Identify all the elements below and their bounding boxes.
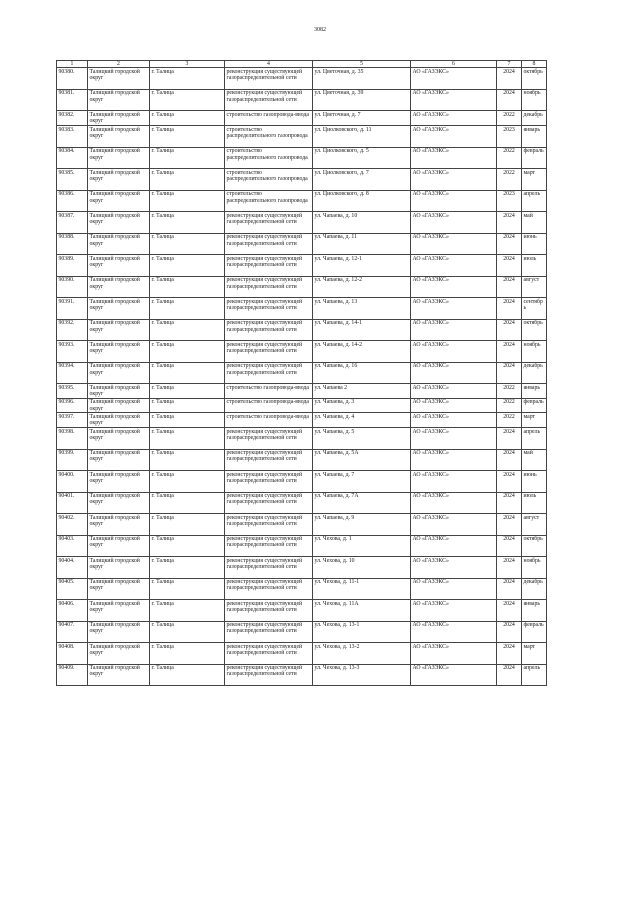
work-type-cell: реконструкция существующей газораспределительной сети	[225, 449, 313, 471]
district-cell: Талицкий городской округ	[88, 233, 150, 255]
locality-cell: г. Талица	[150, 557, 225, 579]
district-cell: Талицкий городской округ	[88, 557, 150, 579]
column-header: 5	[313, 61, 411, 68]
locality-cell: г. Талица	[150, 341, 225, 363]
address-cell: ул. Чехова, д. 13-2	[313, 643, 411, 665]
column-header: 1	[57, 61, 88, 68]
address-cell: ул. Цветочная, д. 7	[313, 111, 411, 126]
table-row	[57, 664, 547, 686]
work-type-cell: реконструкция существующей газораспределительной сети	[225, 621, 313, 643]
address-cell: ул. Чапаева, д. 9	[313, 514, 411, 536]
work-type-cell: реконструкция существующей газораспределительной сети	[225, 319, 313, 341]
row-number-cell: 90401.	[57, 492, 88, 514]
address-cell: ул. Циолковского, д. 7	[313, 169, 411, 191]
locality-cell: г. Талица	[150, 276, 225, 298]
organization-cell: АО «ГАЗЭКС»	[411, 341, 497, 363]
organization-cell: АО «ГАЗЭКС»	[411, 276, 497, 298]
row-number-cell: 90397.	[57, 413, 88, 428]
table-row	[57, 68, 547, 90]
locality-cell: г. Талица	[150, 600, 225, 622]
row-number-cell: 90382.	[57, 111, 88, 126]
row-number-cell: 90408.	[57, 643, 88, 665]
address-cell: ул. Чехова, д. 10	[313, 557, 411, 579]
table-row	[57, 621, 547, 643]
work-type-cell: реконструкция существующей газораспределительной сети	[225, 643, 313, 665]
work-type-cell: реконструкция существующей газораспределительной сети	[225, 212, 313, 234]
table-row	[57, 111, 547, 126]
row-number-cell: 90404.	[57, 557, 88, 579]
row-number-cell: 90391.	[57, 298, 88, 320]
table-row	[57, 341, 547, 363]
year-cell: 2024	[497, 471, 522, 493]
month-cell: сентябрь	[522, 298, 547, 320]
locality-cell: г. Талица	[150, 68, 225, 90]
month-cell: октябрь	[522, 68, 547, 90]
work-type-cell: реконструкция существующей газораспределительной сети	[225, 276, 313, 298]
work-type-cell: реконструкция существующей газораспределительной сети	[225, 535, 313, 557]
district-cell: Талицкий городской округ	[88, 147, 150, 169]
organization-cell: АО «ГАЗЭКС»	[411, 255, 497, 277]
address-cell: ул. Циолковского, д. 5	[313, 147, 411, 169]
work-type-cell: строительство распределительного газопровода	[225, 190, 313, 212]
district-cell: Талицкий городской округ	[88, 428, 150, 450]
work-type-cell: реконструкция существующей газораспределительной сети	[225, 514, 313, 536]
row-number-cell: 90405.	[57, 578, 88, 600]
month-cell: октябрь	[522, 319, 547, 341]
year-cell: 2022	[497, 147, 522, 169]
locality-cell: г. Талица	[150, 212, 225, 234]
row-number-cell: 90389.	[57, 255, 88, 277]
year-cell: 2022	[497, 413, 522, 428]
year-cell: 2024	[497, 428, 522, 450]
year-cell: 2023	[497, 190, 522, 212]
address-cell: ул. Чапаева, д. 5	[313, 428, 411, 450]
work-type-cell: реконструкция существующей газораспределительной сети	[225, 557, 313, 579]
work-type-cell: реконструкция существующей газораспределительной сети	[225, 492, 313, 514]
organization-cell: АО «ГАЗЭКС»	[411, 298, 497, 320]
table-row	[57, 557, 547, 579]
table-row	[57, 600, 547, 622]
month-cell: май	[522, 212, 547, 234]
locality-cell: г. Талица	[150, 233, 225, 255]
organization-cell: АО «ГАЗЭКС»	[411, 147, 497, 169]
table-row	[57, 147, 547, 169]
district-cell: Талицкий городской округ	[88, 126, 150, 148]
column-header: 7	[497, 61, 522, 68]
row-number-cell: 90400.	[57, 471, 88, 493]
locality-cell: г. Талица	[150, 413, 225, 428]
address-cell: ул. Чехова, д. 13-3	[313, 664, 411, 686]
organization-cell: АО «ГАЗЭКС»	[411, 664, 497, 686]
table-row	[57, 449, 547, 471]
row-number-cell: 90395.	[57, 384, 88, 399]
row-number-cell: 90398.	[57, 428, 88, 450]
column-header: 8	[522, 61, 547, 68]
work-type-cell: реконструкция существующей газораспределительной сети	[225, 233, 313, 255]
row-number-cell: 90399.	[57, 449, 88, 471]
work-type-cell: реконструкция существующей газораспределительной сети	[225, 578, 313, 600]
table-row	[57, 276, 547, 298]
work-type-cell: строительство газопровода-ввода	[225, 413, 313, 428]
year-cell: 2024	[497, 578, 522, 600]
row-number-cell: 90390.	[57, 276, 88, 298]
address-cell: ул. Чехова, д. 13-1	[313, 621, 411, 643]
month-cell: июль	[522, 492, 547, 514]
organization-cell: АО «ГАЗЭКС»	[411, 89, 497, 111]
year-cell: 2024	[497, 449, 522, 471]
locality-cell: г. Талица	[150, 147, 225, 169]
district-cell: Талицкий городской округ	[88, 212, 150, 234]
locality-cell: г. Талица	[150, 578, 225, 600]
row-number-cell: 90403.	[57, 535, 88, 557]
work-type-cell: реконструкция существующей газораспределительной сети	[225, 298, 313, 320]
address-cell: ул. Цветочная, д. 39	[313, 89, 411, 111]
year-cell: 2024	[497, 68, 522, 90]
table-row	[57, 190, 547, 212]
year-cell: 2024	[497, 492, 522, 514]
address-cell: ул. Чапаева, д. 5А	[313, 449, 411, 471]
organization-cell: АО «ГАЗЭКС»	[411, 492, 497, 514]
district-cell: Талицкий городской округ	[88, 664, 150, 686]
address-cell: ул. Чехова, д. 11-1	[313, 578, 411, 600]
locality-cell: г. Талица	[150, 190, 225, 212]
page-number: 3082	[314, 27, 326, 33]
month-cell: март	[522, 413, 547, 428]
column-number-row	[57, 61, 547, 68]
month-cell: март	[522, 643, 547, 665]
table-row	[57, 319, 547, 341]
column-header: 3	[150, 61, 225, 68]
month-cell: апрель	[522, 190, 547, 212]
district-cell: Талицкий городской округ	[88, 384, 150, 399]
organization-cell: АО «ГАЗЭКС»	[411, 643, 497, 665]
month-cell: февраль	[522, 398, 547, 413]
locality-cell: г. Талица	[150, 126, 225, 148]
work-type-cell: реконструкция существующей газораспределительной сети	[225, 600, 313, 622]
organization-cell: АО «ГАЗЭКС»	[411, 514, 497, 536]
table-row	[57, 413, 547, 428]
month-cell: февраль	[522, 621, 547, 643]
row-number-cell: 90392.	[57, 319, 88, 341]
month-cell: ноябрь	[522, 89, 547, 111]
district-cell: Талицкий городской округ	[88, 276, 150, 298]
month-cell: ноябрь	[522, 557, 547, 579]
table-row	[57, 514, 547, 536]
district-cell: Талицкий городской округ	[88, 298, 150, 320]
year-cell: 2024	[497, 341, 522, 363]
locality-cell: г. Талица	[150, 298, 225, 320]
month-cell: январь	[522, 600, 547, 622]
gas-works-table	[56, 60, 547, 686]
month-cell: май	[522, 449, 547, 471]
table-row	[57, 384, 547, 399]
organization-cell: АО «ГАЗЭКС»	[411, 600, 497, 622]
year-cell: 2022	[497, 398, 522, 413]
work-type-cell: реконструкция существующей газораспределительной сети	[225, 428, 313, 450]
district-cell: Талицкий городской округ	[88, 578, 150, 600]
row-number-cell: 90381.	[57, 89, 88, 111]
month-cell: ноябрь	[522, 341, 547, 363]
table-row	[57, 492, 547, 514]
district-cell: Талицкий городской округ	[88, 319, 150, 341]
table-row	[57, 298, 547, 320]
work-type-cell: реконструкция существующей газораспределительной сети	[225, 664, 313, 686]
organization-cell: АО «ГАЗЭКС»	[411, 190, 497, 212]
year-cell: 2024	[497, 89, 522, 111]
work-type-cell: строительство распределительного газопровода	[225, 147, 313, 169]
table-row	[57, 362, 547, 384]
locality-cell: г. Талица	[150, 621, 225, 643]
month-cell: декабрь	[522, 578, 547, 600]
month-cell: июнь	[522, 233, 547, 255]
organization-cell: АО «ГАЗЭКС»	[411, 233, 497, 255]
organization-cell: АО «ГАЗЭКС»	[411, 535, 497, 557]
month-cell: февраль	[522, 147, 547, 169]
organization-cell: АО «ГАЗЭКС»	[411, 471, 497, 493]
table-row	[57, 89, 547, 111]
column-header: 6	[411, 61, 497, 68]
column-header: 2	[88, 61, 150, 68]
row-number-cell: 90409.	[57, 664, 88, 686]
address-cell: ул. Чехова, д. 11А	[313, 600, 411, 622]
district-cell: Талицкий городской округ	[88, 169, 150, 191]
row-number-cell: 90387.	[57, 212, 88, 234]
locality-cell: г. Талица	[150, 319, 225, 341]
work-type-cell: строительство газопровода-ввода	[225, 384, 313, 399]
year-cell: 2024	[497, 319, 522, 341]
row-number-cell: 90406.	[57, 600, 88, 622]
month-cell: август	[522, 276, 547, 298]
row-number-cell: 90383.	[57, 126, 88, 148]
address-cell: ул. Чапаева, д. 14-1	[313, 319, 411, 341]
district-cell: Талицкий городской округ	[88, 341, 150, 363]
organization-cell: АО «ГАЗЭКС»	[411, 126, 497, 148]
address-cell: ул. Чапаева, д. 7	[313, 471, 411, 493]
month-cell: июнь	[522, 471, 547, 493]
locality-cell: г. Талица	[150, 535, 225, 557]
year-cell: 2024	[497, 514, 522, 536]
district-cell: Талицкий городской округ	[88, 362, 150, 384]
district-cell: Талицкий городской округ	[88, 68, 150, 90]
table-row	[57, 471, 547, 493]
work-type-cell: реконструкция существующей газораспределительной сети	[225, 471, 313, 493]
month-cell: апрель	[522, 664, 547, 686]
district-cell: Талицкий городской округ	[88, 89, 150, 111]
district-cell: Талицкий городской округ	[88, 398, 150, 413]
table-row	[57, 398, 547, 413]
table-row	[57, 578, 547, 600]
work-type-cell: реконструкция существующей газораспределительной сети	[225, 68, 313, 90]
address-cell: ул. Чапаева 2	[313, 384, 411, 399]
table-row	[57, 233, 547, 255]
organization-cell: АО «ГАЗЭКС»	[411, 212, 497, 234]
locality-cell: г. Талица	[150, 111, 225, 126]
organization-cell: АО «ГАЗЭКС»	[411, 413, 497, 428]
row-number-cell: 90386.	[57, 190, 88, 212]
locality-cell: г. Талица	[150, 449, 225, 471]
work-type-cell: строительство газопровода-ввода	[225, 398, 313, 413]
district-cell: Талицкий городской округ	[88, 255, 150, 277]
row-number-cell: 90384.	[57, 147, 88, 169]
organization-cell: АО «ГАЗЭКС»	[411, 319, 497, 341]
district-cell: Талицкий городской округ	[88, 492, 150, 514]
table-row	[57, 255, 547, 277]
district-cell: Талицкий городской округ	[88, 111, 150, 126]
district-cell: Талицкий городской округ	[88, 190, 150, 212]
table-row	[57, 428, 547, 450]
year-cell: 2023	[497, 126, 522, 148]
address-cell: ул. Чапаева, д. 12-2	[313, 276, 411, 298]
work-type-cell: строительство распределительного газопровода	[225, 169, 313, 191]
month-cell: декабрь	[522, 362, 547, 384]
locality-cell: г. Талица	[150, 169, 225, 191]
table-row	[57, 126, 547, 148]
month-cell: март	[522, 169, 547, 191]
year-cell: 2022	[497, 384, 522, 399]
district-cell: Талицкий городской округ	[88, 471, 150, 493]
organization-cell: АО «ГАЗЭКС»	[411, 621, 497, 643]
address-cell: ул. Циолковского, д. 11	[313, 126, 411, 148]
organization-cell: АО «ГАЗЭКС»	[411, 428, 497, 450]
year-cell: 2024	[497, 233, 522, 255]
row-number-cell: 90385.	[57, 169, 88, 191]
address-cell: ул. Чапаева, д. 12-1	[313, 255, 411, 277]
address-cell: ул. Чапаева, д. 14-2	[313, 341, 411, 363]
address-cell: ул. Цветочная, д. 35	[313, 68, 411, 90]
work-type-cell: реконструкция существующей газораспределительной сети	[225, 362, 313, 384]
year-cell: 2024	[497, 298, 522, 320]
district-cell: Талицкий городской округ	[88, 413, 150, 428]
row-number-cell: 90394.	[57, 362, 88, 384]
address-cell: ул. Чапаева, д. 11	[313, 233, 411, 255]
district-cell: Талицкий городской округ	[88, 600, 150, 622]
organization-cell: АО «ГАЗЭКС»	[411, 362, 497, 384]
work-type-cell: реконструкция существующей газораспределительной сети	[225, 89, 313, 111]
address-cell: ул. Чапаева, д. 3	[313, 398, 411, 413]
organization-cell: АО «ГАЗЭКС»	[411, 578, 497, 600]
year-cell: 2024	[497, 621, 522, 643]
address-cell: ул. Чапаева, д. 10	[313, 212, 411, 234]
month-cell: январь	[522, 126, 547, 148]
month-cell: январь	[522, 384, 547, 399]
column-header: 4	[225, 61, 313, 68]
locality-cell: г. Талица	[150, 643, 225, 665]
year-cell: 2024	[497, 557, 522, 579]
row-number-cell: 90396.	[57, 398, 88, 413]
year-cell: 2022	[497, 169, 522, 191]
work-type-cell: реконструкция существующей газораспределительной сети	[225, 255, 313, 277]
year-cell: 2024	[497, 600, 522, 622]
row-number-cell: 90388.	[57, 233, 88, 255]
year-cell: 2022	[497, 111, 522, 126]
district-cell: Талицкий городской округ	[88, 449, 150, 471]
locality-cell: г. Талица	[150, 362, 225, 384]
table-row	[57, 535, 547, 557]
month-cell: апрель	[522, 428, 547, 450]
table-row	[57, 643, 547, 665]
address-cell: ул. Чапаева, д. 7А	[313, 492, 411, 514]
locality-cell: г. Талица	[150, 384, 225, 399]
locality-cell: г. Талица	[150, 398, 225, 413]
work-type-cell: реконструкция существующей газораспределительной сети	[225, 341, 313, 363]
organization-cell: АО «ГАЗЭКС»	[411, 557, 497, 579]
address-cell: ул. Циолковского, д. 8	[313, 190, 411, 212]
row-number-cell: 90407.	[57, 621, 88, 643]
month-cell: декабрь	[522, 111, 547, 126]
district-cell: Талицкий городской округ	[88, 643, 150, 665]
locality-cell: г. Талица	[150, 428, 225, 450]
year-cell: 2024	[497, 535, 522, 557]
district-cell: Талицкий городской округ	[88, 621, 150, 643]
locality-cell: г. Талица	[150, 514, 225, 536]
row-number-cell: 90393.	[57, 341, 88, 363]
year-cell: 2024	[497, 664, 522, 686]
locality-cell: г. Талица	[150, 471, 225, 493]
month-cell: октябрь	[522, 535, 547, 557]
table-row	[57, 169, 547, 191]
address-cell: ул. Чехова, д. 1	[313, 535, 411, 557]
locality-cell: г. Талица	[150, 255, 225, 277]
address-cell: ул. Чапаева, д. 16	[313, 362, 411, 384]
locality-cell: г. Талица	[150, 492, 225, 514]
table-row	[57, 212, 547, 234]
year-cell: 2024	[497, 212, 522, 234]
organization-cell: АО «ГАЗЭКС»	[411, 111, 497, 126]
organization-cell: АО «ГАЗЭКС»	[411, 169, 497, 191]
year-cell: 2024	[497, 255, 522, 277]
district-cell: Талицкий городской округ	[88, 514, 150, 536]
organization-cell: АО «ГАЗЭКС»	[411, 68, 497, 90]
locality-cell: г. Талица	[150, 664, 225, 686]
locality-cell: г. Талица	[150, 89, 225, 111]
organization-cell: АО «ГАЗЭКС»	[411, 384, 497, 399]
row-number-cell: 90402.	[57, 514, 88, 536]
work-type-cell: строительство газопровода-ввода	[225, 111, 313, 126]
year-cell: 2024	[497, 362, 522, 384]
month-cell: июль	[522, 255, 547, 277]
year-cell: 2024	[497, 276, 522, 298]
work-type-cell: строительство распределительного газопровода	[225, 126, 313, 148]
year-cell: 2024	[497, 643, 522, 665]
organization-cell: АО «ГАЗЭКС»	[411, 449, 497, 471]
row-number-cell: 90380.	[57, 68, 88, 90]
organization-cell: АО «ГАЗЭКС»	[411, 398, 497, 413]
address-cell: ул. Чапаева, д. 13	[313, 298, 411, 320]
address-cell: ул. Чапаева, д. 4	[313, 413, 411, 428]
month-cell: август	[522, 514, 547, 536]
district-cell: Талицкий городской округ	[88, 535, 150, 557]
